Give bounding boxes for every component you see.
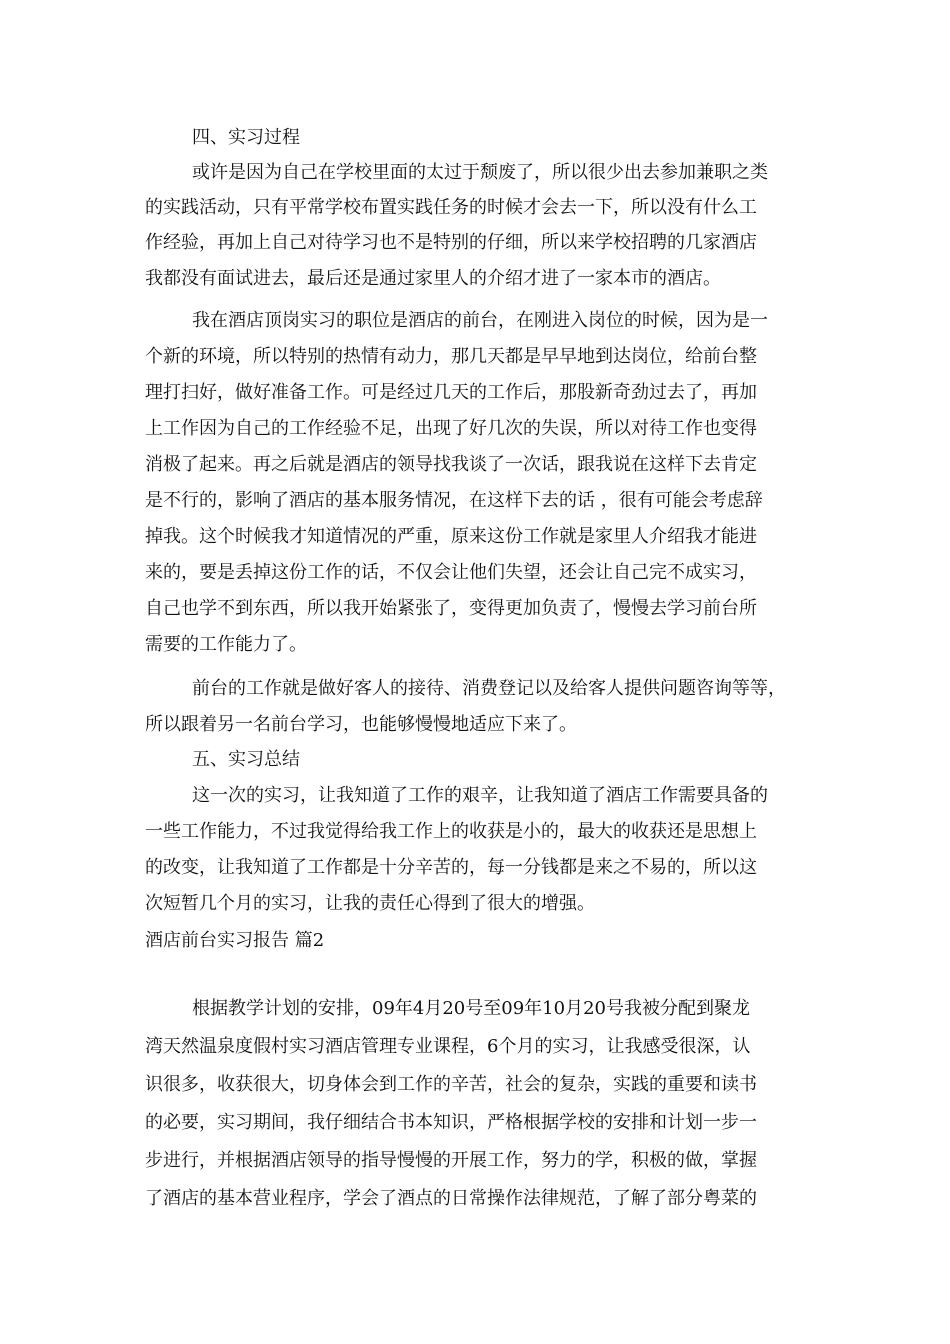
paragraph-line: 是不行的，影响了酒店的基本服务情况，在这样下去的话 ，很有可能会考虑辞 [145,490,763,511]
paragraph-line: 自己也学不到东西，所以我开始紧张了，变得更加负责了，慢慢去学习前台所 [145,598,757,619]
section-heading-internship-summary: 五、实习总结 [192,749,300,770]
paragraph-line: 这一次的实习，让我知道了工作的艰辛，让我知道了酒店工作需要具备的 [192,785,768,806]
paragraph-line: 前台的工作就是做好客人的接待、消费登记以及给客人提供问题咨询等等， [192,678,786,699]
paragraph-line: 步进行，并根据酒店领导的指导慢慢的开展工作，努力的学，积极的做，掌握 [145,1150,757,1171]
paragraph-line: 一些工作能力，不过我觉得给我工作上的收获是小的，最大的收获还是思想上 [145,821,757,842]
paragraph-line: 的必要，实习期间，我仔细结合书本知识，严格根据学校的安排和计划一步一 [145,1112,757,1133]
paragraph-line: 所以跟着另一名前台学习，也能够慢慢地适应下来了。 [145,714,577,735]
section-heading-internship-process: 四、实习过程 [192,127,300,148]
paragraph-line: 的实践活动，只有平常学校布置实践任务的时候才会去一下，所以没有什么工 [145,197,757,218]
paragraph-line: 需要的工作能力了。 [145,634,307,655]
paragraph-line: 消极了起来。再之后就是酒店的领导找我谈了一次话，跟我说在这样下去肯定 [145,454,757,475]
paragraph-line: 的改变，让我知道了工作都是十分辛苦的，每一分钱都是来之不易的，所以这 [145,857,757,878]
paragraph-line: 湾天然温泉度假村实习酒店管理专业课程，6个月的实习，让我感受很深，认 [145,1036,751,1057]
paragraph-line: 次短暂几个月的实习，让我的责任心得到了很大的增强。 [145,893,595,914]
report-title-part-2: 酒店前台实习报告 篇2 [145,930,325,951]
paragraph-line: 了酒店的基本营业程序，学会了酒点的日常操作法律规范，了解了部分粤菜的 [145,1188,757,1209]
paragraph-line: 或许是因为自己在学校里面的太过于颓废了，所以很少出去参加兼职之类 [192,162,768,183]
paragraph-line: 个新的环境，所以特别的热情有动力，那几天都是早早地到达岗位，给前台整 [145,346,757,367]
paragraph-line: 来的，要是丢掉这份工作的话，不仅会让他们失望，还会让自己完不成实习， [145,562,757,583]
paragraph-line: 掉我。这个时候我才知道情况的严重，原来这份工作就是家里人介绍我才能进 [145,526,757,547]
paragraph-line: 我在酒店顶岗实习的职位是酒店的前台，在刚进入岗位的时候，因为是一 [192,310,768,331]
paragraph-line: 我都没有面试进去，最后还是通过家里人的介绍才进了一家本市的酒店。 [145,268,721,289]
paragraph-line: 理打扫好，做好准备工作。可是经过几天的工作后，那股新奇劲过去了，再加 [145,382,757,403]
paragraph-line: 上工作因为自己的工作经验不足，出现了好几次的失误，所以对待工作也变得 [145,418,757,439]
paragraph-line: 识很多，收获很大，切身体会到工作的辛苦，社会的复杂，实践的重要和读书 [145,1074,757,1095]
paragraph-line: 根据教学计划的安排，09年4月20号至09年10月20号我被分配到聚龙 [192,998,750,1019]
paragraph-line: 作经验，再加上自己对待学习也不是特别的仔细，所以来学校招聘的几家酒店 [145,232,757,253]
